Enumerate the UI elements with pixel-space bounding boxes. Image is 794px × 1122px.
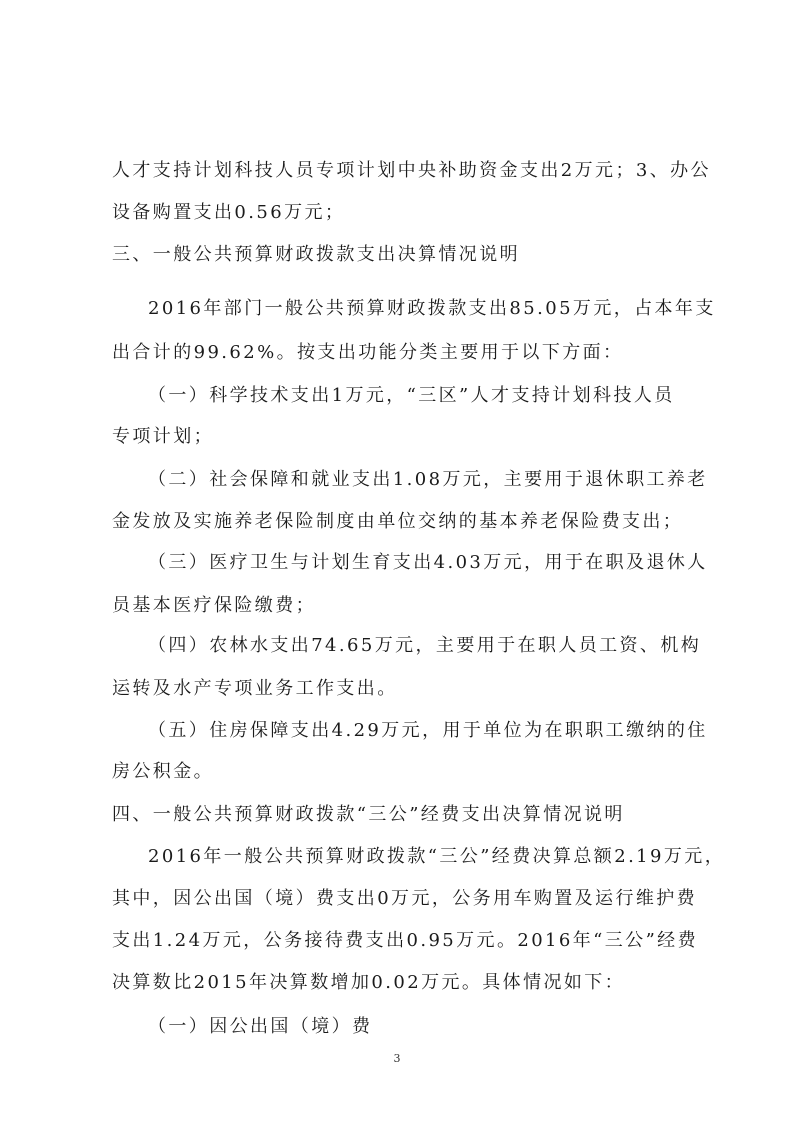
- text-line: 支出1.24万元，公务接待费支出0.95万元。2016年“三公”经费: [112, 930, 698, 951]
- text-line: 2016年部门一般公共预算财政拨款支出85.05万元，占本年支: [148, 298, 716, 319]
- text-line: （一）科学技术支出1万元，“三区”人才支持计划科技人员: [148, 385, 675, 406]
- text-line: 其中，因公出国（境）费支出0万元，公务用车购置及运行维护费: [112, 888, 698, 909]
- text-line: （一）因公出国（境）费: [148, 1016, 373, 1037]
- text-line: 人才支持计划科技人员专项计划中央补助资金支出2万元；3、办公: [112, 160, 711, 181]
- text-line: 房公积金。: [112, 761, 214, 782]
- text-line: 专项计划；: [112, 426, 214, 447]
- page-number: 3: [393, 1052, 401, 1065]
- text-line: 2016年一般公共预算财政拨款“三公”经费决算总额2.19万元，: [148, 846, 726, 867]
- text-line: （四）农林水支出74.65万元，主要用于在职人员工资、机构: [148, 635, 702, 656]
- text-line: 员基本医疗保险缴费；: [112, 595, 316, 616]
- text-line: （三）医疗卫生与计划生育支出4.03万元，用于在职及退休人: [148, 552, 708, 573]
- text-line: 出合计的99.62%。按支出功能分类主要用于以下方面：: [112, 342, 624, 363]
- text-line: 金发放及实施养老保险制度由单位交纳的基本养老保险费支出；: [112, 511, 684, 532]
- text-line: 运转及水产专项业务工作支出。: [112, 678, 398, 699]
- section-heading: 四、一般公共预算财政拨款“三公”经费支出决算情况说明: [112, 804, 625, 825]
- section-heading: 三、一般公共预算财政拨款支出决算情况说明: [112, 244, 520, 265]
- text-line: （五）住房保障支出4.29万元，用于单位为在职职工缴纳的住: [148, 720, 708, 741]
- text-line: （二）社会保障和就业支出1.08万元，主要用于退休职工养老: [148, 469, 708, 490]
- text-line: 决算数比2015年决算数增加0.02万元。具体情况如下：: [112, 972, 626, 993]
- text-line: 设备购置支出0.56万元；: [112, 202, 346, 223]
